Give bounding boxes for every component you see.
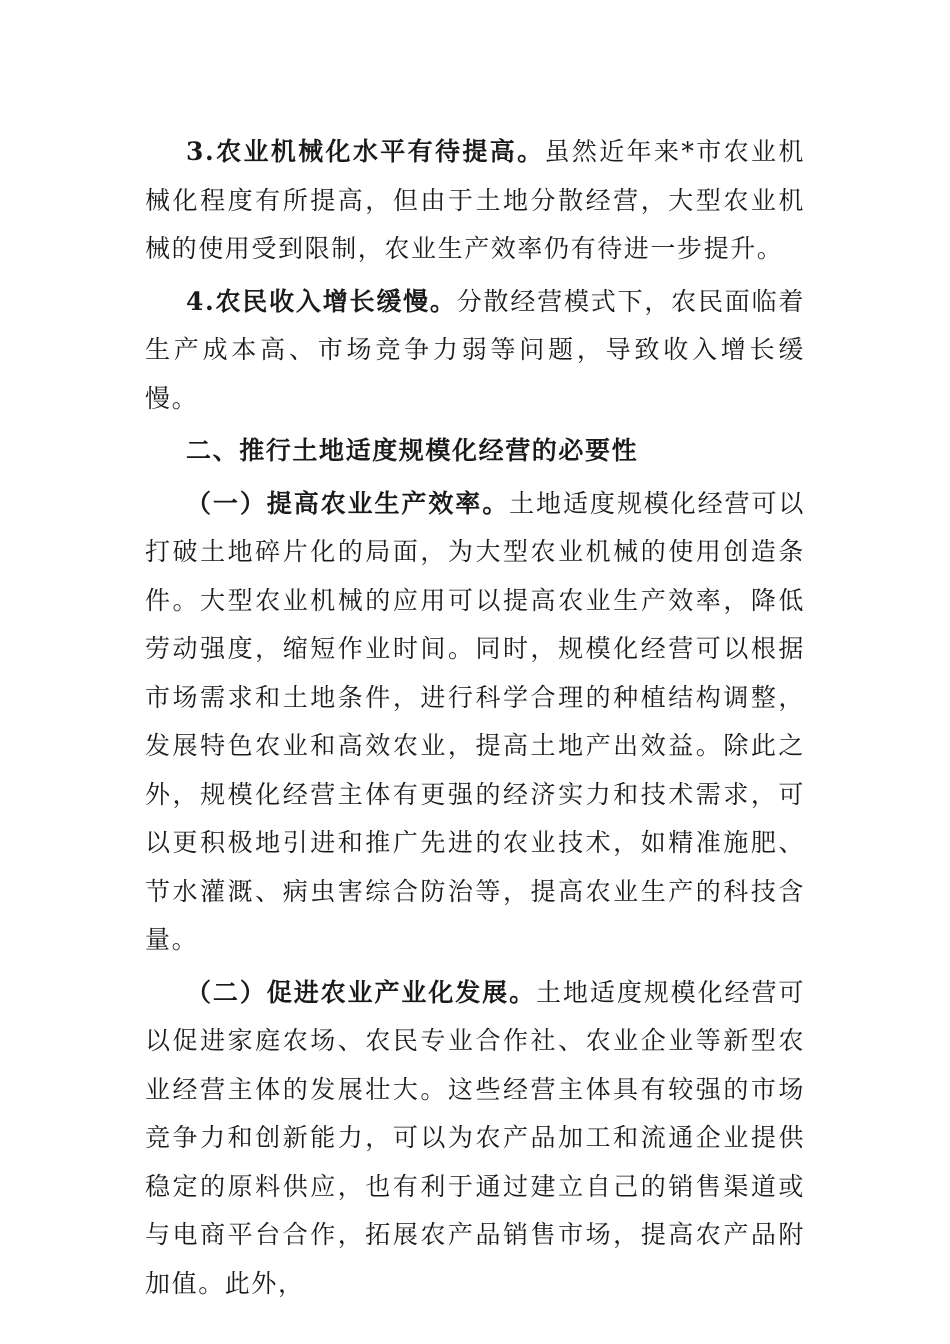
paragraph-efficiency	[145, 480, 805, 965]
paragraph-lead: 4.农民收入增长缓慢。	[186, 286, 457, 316]
paragraph-body: 土地适度规模化经营可以打破土地碎片化的局面，为大型农业机械的使用创造条件。大型农业机械的应用可以提高农业生产效率，降低劳动强度，缩短作业时间。同时，规模化经营可以根据市场需求和土地条件，进行科学合理的种植结构调整，发展特色农业和高效农业，提高土地产出效益。除此之外，规模化经营主体有更强的经济实力和技术需求，可以更积极地引进和推广先进的农业技术，如精准施肥、节水灌溉、病虫害综合防治等，提高农业生产的科技含量。	[145, 488, 805, 954]
paragraph-mechanization	[145, 128, 805, 274]
paragraph-farmer-income	[145, 278, 805, 424]
paragraph-body: 虽然近年来*市农业机械化程度有所提高，但由于土地分散经营，大型农业机械的使用受到限制，农业生产效率仍有待进一步提升。	[145, 137, 805, 263]
paragraph-lead: （一）提高农业生产效率。	[186, 488, 510, 518]
section-heading: 二、推行土地适度规模化经营的必要性	[186, 436, 639, 465]
paragraph-body: 土地适度规模化经营可以促进家庭农场、农民专业合作社、农业企业等新型农业经营主体的发展壮大。这些经营主体具有较强的市场竞争力和创新能力，可以为农产品加工和流通企业提供稳定的原料供应，也有利于通过建立自己的销售渠道或与电商平台合作，拓展农产品销售市场，提高农产品附加值。此外，	[145, 977, 805, 1298]
paragraph-body: 分散经营模式下，农民面临着生产成本高、市场竞争力弱等问题，导致收入增长缓慢。	[145, 286, 805, 413]
paragraph-lead: 3.农业机械化水平有待提高。	[186, 137, 545, 166]
document-page	[145, 128, 805, 1312]
paragraph-lead: （二）促进农业产业化发展。	[186, 977, 537, 1007]
paragraph-industrialization	[145, 969, 805, 1309]
